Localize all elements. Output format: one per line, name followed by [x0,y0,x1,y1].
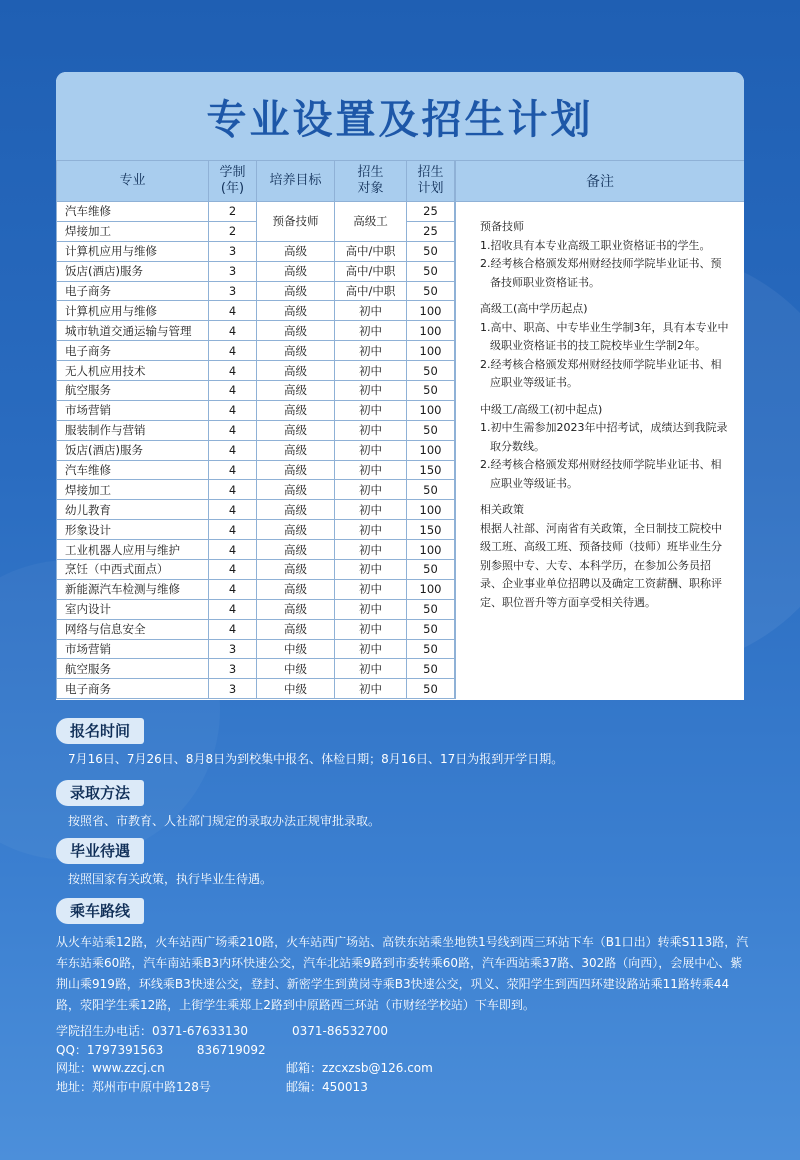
cell-major: 计算机应用与维修 [57,241,209,261]
cell-quota: 100 [407,301,455,321]
cell-goal: 高级 [257,281,335,301]
header-notes: 备注 [456,160,744,202]
table-row [57,381,455,401]
table-row [57,341,455,361]
cell-quota: 50 [407,480,455,500]
cell-major: 电子商务 [57,341,209,361]
cell-target: 初中 [335,619,407,639]
route-text: 从火车站乘12路，火车站西广场乘210路，火车站西广场站、高铁东站乘坐地铁1号线到西三环站下车（B1口出）转乘S113路，汽车东站乘60路，汽车南站乘B3内环快速公交，汽车北站乘9路到市委转乘60路，汽车西站乘37路、302路（向西），会展中心、紫荆山乘919路，环线乘B3快速公交，登封、新密学生到黄岗寺乘B3快速公交，巩义、荥阳学生到西四环建设路站乘11路转乘44路，荥阳学生乘12路，上街学生乘郑上2路到中原路西三环站（市财经学校站）下车即到。 [56,935,749,1012]
cell-goal: 高级 [257,560,335,580]
cell-target: 初中 [335,659,407,679]
cell-quota: 50 [407,281,455,301]
note-item: 2.经考核合格颁发郑州财经技师学院毕业证书、相应职业等级证书。 [480,458,722,490]
cell-goal: 高级 [257,520,335,540]
table-row [57,460,455,480]
cell-goal: 高级 [257,301,335,321]
address-label: 地址： [56,1079,93,1094]
cell-duration: 2 [209,221,257,241]
cell-quota: 50 [407,659,455,679]
cell-major: 城市轨道交通运输与管理 [57,321,209,341]
admission-text: 按照省、市教育、人社部门规定的录取办法正规审批录取。 [68,814,381,828]
cell-major: 计算机应用与维修 [57,301,209,321]
notes-column [455,160,744,699]
cell-target: 初中 [335,341,407,361]
cell-major: 航空服务 [57,381,209,401]
note-item: 2.经考核合格颁发郑州财经技师学院毕业证书、相应职业等级证书。 [480,357,722,389]
cell-duration: 4 [209,460,257,480]
contact-phone-row [56,1022,756,1041]
cell-goal: 高级 [257,321,335,341]
header-target: 招生 对象 [335,161,407,202]
cell-target: 初中 [335,560,407,580]
qq-label: QQ： [56,1042,87,1057]
cell-quota: 50 [407,241,455,261]
cell-target: 初中 [335,679,407,699]
cell-quota: 50 [407,420,455,440]
contact-info [56,1022,756,1096]
website-link[interactable]: www.zzcj.cn [92,1061,165,1075]
graduation-text: 按照国家有关政策，执行毕业生待遇。 [68,872,273,886]
cell-major: 烹饪（中西式面点） [57,560,209,580]
header-duration: 学制 (年) [209,161,257,202]
cell-target: 初中 [335,301,407,321]
graduation-section [56,838,756,888]
cell-duration: 3 [209,639,257,659]
table-row [57,361,455,381]
table-header-row [57,161,455,202]
cell-major: 工业机器人应用与维护 [57,540,209,560]
cell-target: 初中 [335,540,407,560]
cell-quota: 100 [407,579,455,599]
admission-section [56,780,756,830]
plan-grid [56,160,744,699]
cell-goal: 高级 [257,619,335,639]
cell-target: 高中/中职 [335,281,407,301]
registration-text: 7月16日、7月26日、8月8日为到校集中报名、体检日期；8月16日、17日为报到开学日期。 [68,752,564,766]
note-group-title: 预备技师 [480,220,524,233]
graduation-title: 毕业待遇 [56,838,144,864]
table-row [57,540,455,560]
cell-target: 初中 [335,420,407,440]
postcode-label: 邮编： [286,1079,323,1094]
table-row [57,560,455,580]
website-label: 网址： [56,1061,93,1075]
table-row [57,639,455,659]
cell-goal: 中级 [257,679,335,699]
route-title: 乘车路线 [56,898,144,924]
registration-section [56,718,756,768]
cell-duration: 4 [209,301,257,321]
cell-major: 饭店(酒店)服务 [57,440,209,460]
cell-major: 航空服务 [57,659,209,679]
table-row [57,659,455,679]
cell-quota: 50 [407,679,455,699]
cell-duration: 4 [209,420,257,440]
table-row [57,619,455,639]
qq-2: 836719092 [196,1042,266,1057]
cell-duration: 3 [209,261,257,281]
cell-major: 饭店(酒店)服务 [57,261,209,281]
cell-duration: 4 [209,560,257,580]
enrollment-plan-card [56,72,744,700]
cell-duration: 4 [209,520,257,540]
contact-address-row [56,1078,756,1097]
email-link[interactable]: zzcxzsb@126.com [322,1061,433,1075]
cell-major: 无人机应用技术 [57,361,209,381]
notes-body [456,202,744,612]
cell-quota: 50 [407,619,455,639]
table-row [57,281,455,301]
cell-target: 初中 [335,520,407,540]
cell-major: 室内设计 [57,599,209,619]
cell-target: 初中 [335,381,407,401]
cell-goal: 高级 [257,381,335,401]
cell-major: 网络与信息安全 [57,619,209,639]
table-row [57,301,455,321]
cell-quota: 100 [407,321,455,341]
cell-target: 初中 [335,480,407,500]
cell-quota: 25 [407,202,455,222]
cell-goal: 中级 [257,639,335,659]
cell-goal: 高级 [257,341,335,361]
cell-major: 汽车维修 [57,460,209,480]
note-item: 1.初中生需参加2023年中招考试，成绩达到我院录取分数线。 [480,421,728,453]
admission-title: 录取方法 [56,780,144,806]
cell-quota: 50 [407,560,455,580]
cell-target: 初中 [335,361,407,381]
cell-duration: 4 [209,599,257,619]
cell-quota: 50 [407,381,455,401]
cell-duration: 4 [209,400,257,420]
cell-goal: 高级 [257,460,335,480]
cell-major: 市场营销 [57,639,209,659]
table-row [57,420,455,440]
cell-quota: 50 [407,639,455,659]
contact-qq-row [56,1041,756,1060]
table-row [57,440,455,460]
table-row [57,500,455,520]
cell-duration: 4 [209,500,257,520]
note-item: 根据人社部、河南省有关政策，全日制技工院校中级工班、高级工班、预备技师（技师）班毕业生分别参照中专、大专、本科学历，在参加公务员招录、企业事业单位招聘以及确定工资薪酬、职称评定、职位晋升等方面享受相关待遇。 [480,521,722,609]
cell-duration: 3 [209,241,257,261]
phone-label: 学院招生办电话： [56,1024,153,1038]
postcode-value: 450013 [322,1079,368,1094]
title-band [56,72,744,160]
phone-1: 0371-67633130 [152,1024,248,1038]
cell-goal: 预备技师 [257,202,335,242]
cell-quota: 25 [407,221,455,241]
cell-major: 焊接加工 [57,221,209,241]
cell-quota: 50 [407,261,455,281]
cell-goal: 中级 [257,659,335,679]
cell-quota: 50 [407,599,455,619]
table-row [57,520,455,540]
note-group-title: 高级工(高中学历起点) [480,302,588,315]
header-goal: 培养目标 [257,161,335,202]
cell-quota: 100 [407,500,455,520]
cell-major: 新能源汽车检测与维修 [57,579,209,599]
table-body [57,202,455,699]
cell-target: 高级工 [335,202,407,242]
table-row [57,599,455,619]
table-row [57,321,455,341]
cell-goal: 高级 [257,540,335,560]
cell-duration: 4 [209,361,257,381]
cell-goal: 高级 [257,400,335,420]
cell-target: 初中 [335,579,407,599]
cell-quota: 100 [407,400,455,420]
note-item: 1.招收具有本专业高级工职业资格证书的学生。 [480,238,711,252]
cell-target: 初中 [335,639,407,659]
header-quota: 招生 计划 [407,161,455,202]
cell-quota: 100 [407,440,455,460]
registration-title: 报名时间 [56,718,144,744]
cell-major: 市场营销 [57,400,209,420]
table-row [57,261,455,281]
cell-major: 幼儿教育 [57,500,209,520]
cell-duration: 3 [209,679,257,699]
cell-duration: 4 [209,540,257,560]
note-group-title: 中级工/高级工(初中起点) [480,402,603,416]
cell-duration: 4 [209,579,257,599]
table-row [57,480,455,500]
cell-target: 初中 [335,400,407,420]
cell-target: 初中 [335,599,407,619]
cell-major: 服装制作与营销 [57,420,209,440]
cell-duration: 3 [209,281,257,301]
cell-goal: 高级 [257,261,335,281]
cell-major: 汽车维修 [57,202,209,222]
cell-quota: 100 [407,341,455,361]
phone-2: 0371-86532700 [292,1024,388,1038]
cell-target: 高中/中职 [335,261,407,281]
cell-major: 电子商务 [57,679,209,699]
cell-duration: 3 [209,659,257,679]
cell-target: 初中 [335,500,407,520]
cell-goal: 高级 [257,599,335,619]
table-row [57,241,455,261]
cell-duration: 4 [209,321,257,341]
cell-target: 高中/中职 [335,241,407,261]
table-row [57,579,455,599]
note-item: 1.高中、职高、中专毕业生学制3年，具有本专业中级职业资格证书的技工院校毕业生学制2年。 [480,320,729,352]
cell-major: 形象设计 [57,520,209,540]
cell-duration: 4 [209,381,257,401]
note-item: 2.经考核合格颁发郑州财经技师学院毕业证书、预备技师职业资格证书。 [480,257,722,289]
cell-target: 初中 [335,440,407,460]
cell-goal: 高级 [257,440,335,460]
cell-goal: 高级 [257,420,335,440]
email-label: 邮箱： [286,1061,323,1075]
table-row [57,202,455,222]
table-row [57,679,455,699]
page-title: 专业设置及招生计划 [206,96,594,143]
cell-duration: 4 [209,341,257,361]
cell-quota: 100 [407,540,455,560]
cell-quota: 150 [407,460,455,480]
plan-table [56,160,455,699]
cell-duration: 4 [209,480,257,500]
table-row [57,400,455,420]
cell-quota: 50 [407,361,455,381]
cell-quota: 150 [407,520,455,540]
contact-web-row [56,1059,756,1078]
cell-target: 初中 [335,460,407,480]
cell-goal: 高级 [257,361,335,381]
cell-duration: 4 [209,440,257,460]
cell-major: 电子商务 [57,281,209,301]
qq-1: 1797391563 [86,1042,164,1057]
route-section [56,898,756,924]
address-value: 郑州市中原中路128号 [92,1079,211,1094]
cell-goal: 高级 [257,500,335,520]
cell-major: 焊接加工 [57,480,209,500]
cell-target: 初中 [335,321,407,341]
note-group-title: 相关政策 [480,503,524,516]
cell-goal: 高级 [257,480,335,500]
cell-duration: 4 [209,619,257,639]
cell-goal: 高级 [257,241,335,261]
cell-goal: 高级 [257,579,335,599]
header-major: 专业 [57,161,209,202]
cell-duration: 2 [209,202,257,222]
